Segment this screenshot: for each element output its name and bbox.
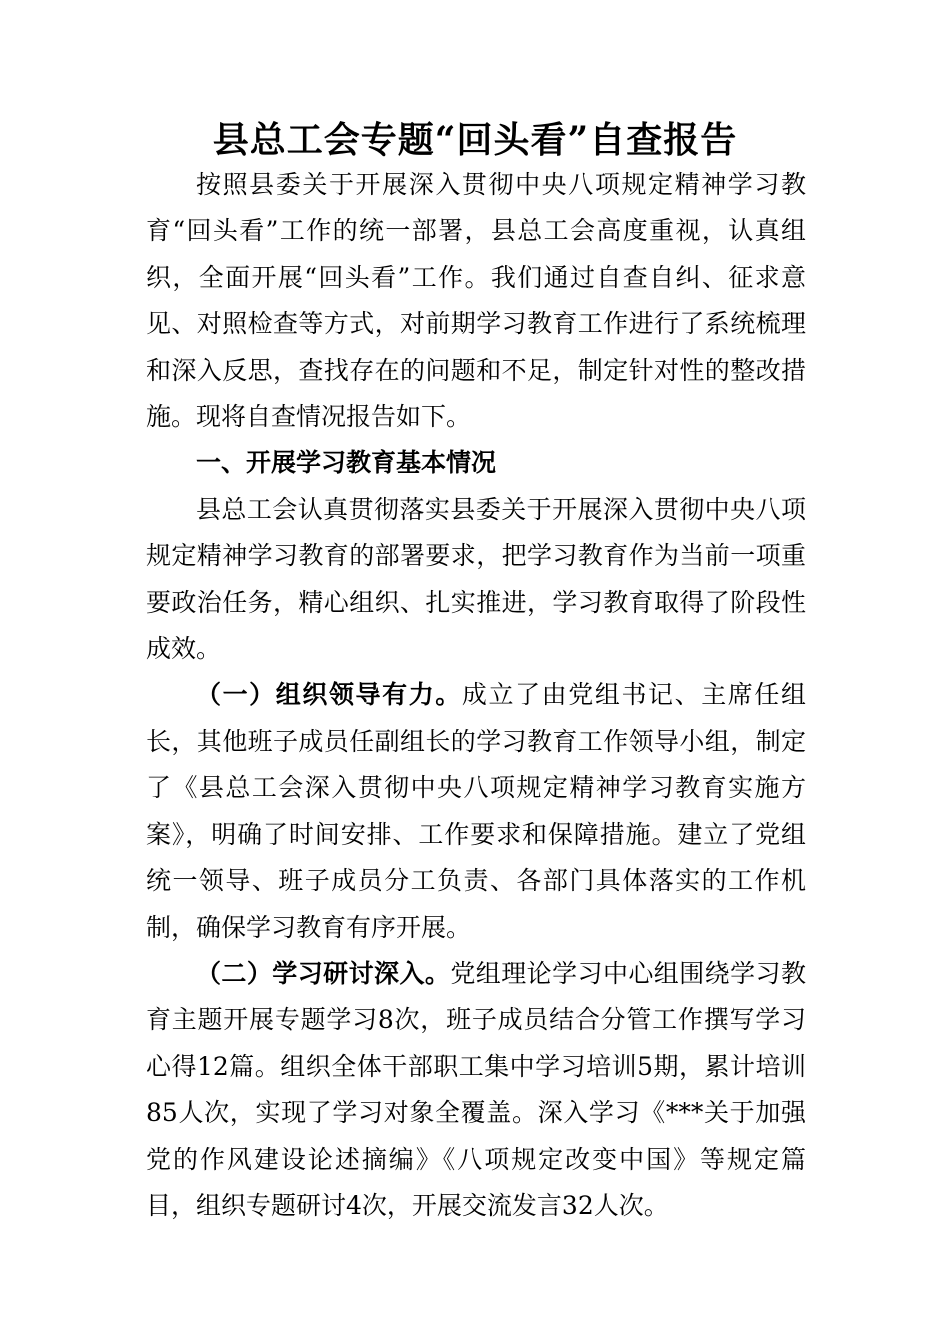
- item1-text: 成立了由党组书记、主席任组长，其他班子成员任副组长的学习教育工作领导小组，制定了《县总工会深入贯彻中央八项规定精神学习教育实施方案》，明确了时间安排、工作要求和保障措施。建立了党组统一领导、班子成员分工负责、各部门具体落实的工作机制，确保学习教育有序开展。: [146, 680, 806, 942]
- item1-lead: （一）组织领导有力。: [196, 680, 462, 710]
- item2-paragraph: [146, 951, 806, 1229]
- section-heading: 一、开展学习教育基本情况: [196, 448, 497, 478]
- item2-lead: （二）学习研讨深入。: [196, 958, 451, 988]
- intro-paragraph: 按照县委关于开展深入贯彻中央八项规定精神学习教育“回头看”工作的统一部署，县总工会高度重视，认真组织，全面开展“回头看”工作。我们通过自查自纠、征求意见、对照检查等方式，对前期学习教育工作进行了系统梳理和深入反思，查找存在的问题和不足，制定针对性的整改措施。现将自查情况报告如下。: [146, 170, 806, 432]
- document-title: 县总工会专题“回头看”自查报告: [212, 119, 738, 161]
- section-summary-paragraph: 县总工会认真贯彻落实县委关于开展深入贯彻中央八项规定精神学习教育的部署要求，把学习教育作为当前一项重要政治任务，精心组织、扎实推进，学习教育取得了阶段性成效。: [146, 494, 806, 664]
- document-body: [146, 162, 806, 1229]
- item2-text: 党组理论学习中心组围绕学习教育主题开展专题学习8次，班子成员结合分管工作撰写学习心得12篇。组织全体干部职工集中学习培训5期，累计培训85人次，实现了学习对象全覆盖。深入学习《***关于加强党的作风建设论述摘编》《八项规定改变中国》等规定篇目，组织专题研讨4次，开展交流发言32人次。: [146, 958, 806, 1220]
- item1-paragraph: [146, 672, 806, 950]
